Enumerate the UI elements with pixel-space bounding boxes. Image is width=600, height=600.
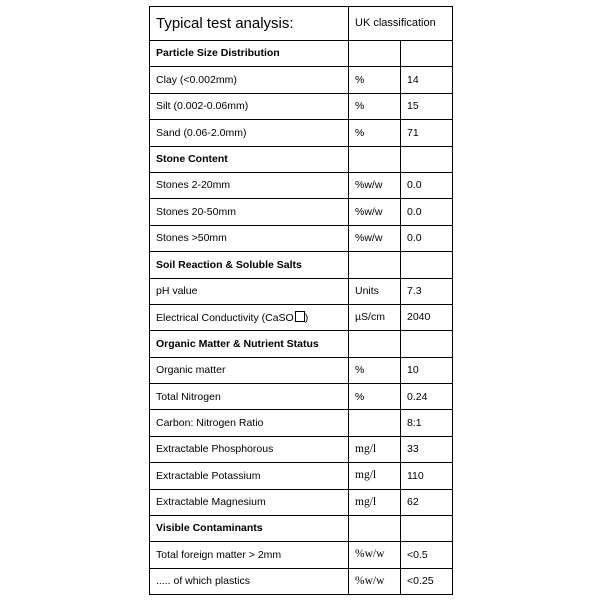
row-value: 0.0 (401, 225, 453, 251)
section-title: Stone Content (150, 146, 349, 172)
empty-cell (401, 41, 453, 67)
row-unit: mg/l (349, 463, 401, 489)
row-unit: %w/w (349, 225, 401, 251)
section-title: Organic Matter & Nutrient Status (150, 331, 349, 357)
empty-cell (349, 331, 401, 357)
row-value: 10 (401, 357, 453, 383)
classification-label: UK classification (349, 7, 453, 41)
empty-cell (401, 252, 453, 278)
empty-cell (349, 41, 401, 67)
section-header-row (150, 331, 453, 357)
row-label: Clay (<0.002mm) (150, 67, 349, 93)
table-title: Typical test analysis: (150, 7, 349, 41)
row-value: 0.0 (401, 199, 453, 225)
row-unit: %w/w (349, 542, 401, 568)
section-header-row (150, 41, 453, 67)
row-unit: % (349, 67, 401, 93)
table-row (150, 67, 453, 93)
empty-cell (349, 252, 401, 278)
table-row (150, 384, 453, 410)
row-unit (349, 410, 401, 436)
table-row (150, 172, 453, 198)
row-label: Organic matter (150, 357, 349, 383)
empty-cell (401, 331, 453, 357)
row-label: Stones >50mm (150, 225, 349, 251)
section-header-row (150, 146, 453, 172)
row-value: 33 (401, 436, 453, 462)
section-header-row (150, 516, 453, 542)
table-row (150, 93, 453, 119)
table-row (150, 410, 453, 436)
empty-cell (401, 516, 453, 542)
soil-analysis-sheet (149, 6, 452, 595)
table-row (150, 278, 453, 304)
row-value: 0.24 (401, 384, 453, 410)
row-label: ..... of which plastics (150, 568, 349, 594)
row-label: Extractable Phosphorous (150, 436, 349, 462)
row-unit: % (349, 384, 401, 410)
analysis-table (149, 6, 453, 595)
row-value: 8:1 (401, 410, 453, 436)
table-header-row (150, 7, 453, 41)
row-value: <0.25 (401, 568, 453, 594)
row-value: 15 (401, 93, 453, 119)
row-value: <0.5 (401, 542, 453, 568)
row-label: Extractable Magnesium (150, 489, 349, 515)
row-unit: µS/cm (349, 304, 401, 330)
row-label: Extractable Potassium (150, 463, 349, 489)
row-unit: mg/l (349, 489, 401, 515)
table-row (150, 463, 453, 489)
empty-cell (349, 516, 401, 542)
row-unit: mg/l (349, 436, 401, 462)
empty-cell (349, 146, 401, 172)
row-value: 0.0 (401, 172, 453, 198)
row-unit: % (349, 357, 401, 383)
row-unit: Units (349, 278, 401, 304)
section-title: Soil Reaction & Soluble Salts (150, 252, 349, 278)
row-value: 2040 (401, 304, 453, 330)
ec-label-text: Electrical Conductivity (CaSO (156, 312, 294, 325)
row-label-ec (150, 304, 349, 330)
row-unit: %w/w (349, 568, 401, 594)
table-row (150, 225, 453, 251)
row-value: 7.3 (401, 278, 453, 304)
ec-label-suffix: ) (304, 312, 309, 325)
table-row (150, 304, 453, 330)
table-row (150, 489, 453, 515)
table-row (150, 357, 453, 383)
row-label: Silt (0.002-0.06mm) (150, 93, 349, 119)
missing-glyph-box-icon (295, 311, 305, 322)
row-value: 62 (401, 489, 453, 515)
row-value: 14 (401, 67, 453, 93)
row-label: Stones 20-50mm (150, 199, 349, 225)
row-label: pH value (150, 278, 349, 304)
section-header-row (150, 252, 453, 278)
row-unit: % (349, 120, 401, 146)
table-row (150, 436, 453, 462)
table-row (150, 199, 453, 225)
table-row (150, 568, 453, 594)
row-value: 71 (401, 120, 453, 146)
table-row (150, 542, 453, 568)
row-unit: % (349, 93, 401, 119)
row-unit: %w/w (349, 172, 401, 198)
table-row (150, 120, 453, 146)
section-title: Particle Size Distribution (150, 41, 349, 67)
row-value: 110 (401, 463, 453, 489)
row-label: Total foreign matter > 2mm (150, 542, 349, 568)
row-unit: %w/w (349, 199, 401, 225)
row-label: Stones 2-20mm (150, 172, 349, 198)
empty-cell (401, 146, 453, 172)
row-label: Sand (0.06-2.0mm) (150, 120, 349, 146)
row-label: Carbon: Nitrogen Ratio (150, 410, 349, 436)
row-label: Total Nitrogen (150, 384, 349, 410)
section-title: Visible Contaminants (150, 516, 349, 542)
